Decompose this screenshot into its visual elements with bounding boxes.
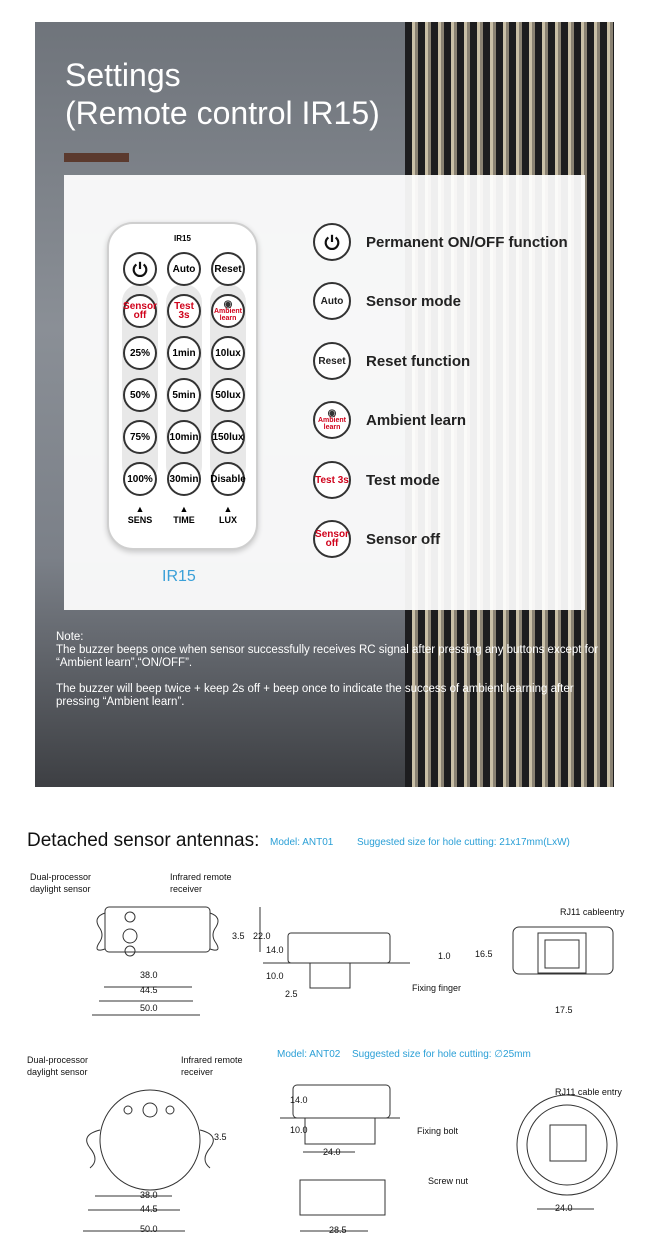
auto-button[interactable] xyxy=(167,252,201,286)
dim: 22.0 xyxy=(253,931,271,941)
ant01-receiver-label: Infrared remote receiver xyxy=(170,872,232,894)
arrow-up-icon: ▲ xyxy=(179,504,189,514)
eye-icon: ◉ xyxy=(327,407,337,419)
30min-button[interactable] xyxy=(167,462,201,496)
feature-label: Ambient learn xyxy=(366,411,467,429)
power-button[interactable] xyxy=(123,252,157,286)
1min-button[interactable] xyxy=(167,336,201,370)
test-3s-label: Test 3s xyxy=(174,301,194,321)
auto-label: Auto xyxy=(172,263,196,275)
ant01-sensor-label: Dual-processor daylight sensor xyxy=(30,872,92,894)
100--label: 100% xyxy=(127,473,153,485)
150lux-button[interactable] xyxy=(211,420,245,454)
lux-label xyxy=(210,504,246,526)
dim: 50.0 xyxy=(140,1224,158,1234)
sens-text: SENS xyxy=(127,515,153,525)
feature-label: Reset function xyxy=(366,352,471,370)
ant02-sensor-label: Dual-processor daylight sensor xyxy=(27,1055,89,1077)
ant01-model: Model: ANT01 xyxy=(270,837,334,848)
dim: 24.0 xyxy=(323,1147,341,1157)
reset-button xyxy=(313,342,351,380)
ant02-rj11-label: RJ11 cable entry xyxy=(555,1087,622,1097)
30min-label: 30min xyxy=(169,473,199,485)
eye-icon: ◉ xyxy=(223,298,233,310)
note-p1: The buzzer beeps once when sensor successfully receives RC signal after pressing any buttons except for “Ambient learn”,“ON/OFF”. xyxy=(56,644,599,669)
screw-nut-label: Screw nut xyxy=(428,1176,469,1186)
25--label: 25% xyxy=(129,347,150,359)
150lux-label: 150lux xyxy=(212,431,244,443)
note-heading: Note: xyxy=(56,631,84,643)
ant02-receiver-label: Infrared remote receiver xyxy=(181,1055,243,1077)
reset-label: Reset xyxy=(318,355,346,367)
disable-button[interactable] xyxy=(211,462,245,496)
title-line1: Settings xyxy=(65,57,181,93)
arrow-up-icon: ▲ xyxy=(135,504,145,514)
fixing-finger-label: Fixing finger xyxy=(412,983,462,993)
dim: 1.0 xyxy=(438,951,451,961)
ambient-learn-button[interactable] xyxy=(211,294,245,328)
antennas-heading: Detached sensor antennas: xyxy=(27,830,260,851)
remote-caption: IR15 xyxy=(162,568,196,585)
10lux-button[interactable] xyxy=(211,336,245,370)
75--button[interactable] xyxy=(123,420,157,454)
dim: 14.0 xyxy=(290,1095,308,1105)
ant01-rj11-label: RJ11 cableentry xyxy=(560,907,625,917)
remote-top-label: IR15 xyxy=(174,234,191,243)
column-labels xyxy=(122,504,246,526)
sensor-off-label: Sensor off xyxy=(123,301,157,321)
dim: 50.0 xyxy=(140,1003,158,1013)
50--label: 50% xyxy=(129,389,150,401)
sensor-off-button[interactable] xyxy=(123,294,157,328)
75--label: 75% xyxy=(129,431,150,443)
dim: 28.5 xyxy=(329,1225,347,1235)
fixing-bolt-label: Fixing bolt xyxy=(417,1126,459,1136)
sensor-off-button xyxy=(313,520,351,558)
25--button[interactable] xyxy=(123,336,157,370)
10min-button[interactable] xyxy=(167,420,201,454)
dim: 10.0 xyxy=(266,971,284,981)
power-button xyxy=(313,223,351,261)
dim: 44.5 xyxy=(140,1204,158,1214)
ant02-model: Model: ANT02 xyxy=(277,1049,341,1060)
ant01-ears xyxy=(97,913,218,950)
sensor-off-label: Sensor off xyxy=(315,529,349,549)
auto-label: Auto xyxy=(320,295,344,307)
reset-button[interactable] xyxy=(211,252,245,286)
disable-label: Disable xyxy=(210,473,246,485)
5min-label: 5min xyxy=(172,389,196,401)
ambient-learn-label: Ambient learn xyxy=(318,416,346,431)
auto-button xyxy=(313,282,351,320)
100--button[interactable] xyxy=(123,462,157,496)
ambient-learn-button xyxy=(313,401,351,439)
dim: 3.5 xyxy=(232,931,245,941)
arrow-up-icon: ▲ xyxy=(223,504,233,514)
dim: 38.0 xyxy=(140,1190,158,1200)
feature-label: Sensor off xyxy=(366,530,441,548)
title-line2: (Remote control IR15) xyxy=(65,95,380,131)
screw-nut xyxy=(300,1180,385,1215)
time-text: TIME xyxy=(173,515,195,525)
5min-button[interactable] xyxy=(167,378,201,412)
ant01-hole: Suggested size for hole cutting: 21x17mm(LxW) xyxy=(357,837,570,848)
time-label xyxy=(166,504,202,526)
lux-text: LUX xyxy=(219,515,237,525)
test-3s-button[interactable] xyxy=(167,294,201,328)
dim: 17.5 xyxy=(555,1005,573,1015)
ant02-hole: Suggested size for hole cutting: ∅25mm xyxy=(352,1049,531,1060)
dim: 2.5 xyxy=(285,989,298,999)
dim: 16.5 xyxy=(475,949,493,959)
1min-label: 1min xyxy=(172,347,196,359)
sens-label xyxy=(122,504,158,526)
note-p2: The buzzer will beep twice + keep 2s off + beep once to indicate the success of ambient learning after pressing “Ambient learn”. xyxy=(56,683,574,708)
dim: 38.0 xyxy=(140,970,158,980)
dim: 10.0 xyxy=(290,1125,308,1135)
test-3s-button xyxy=(313,461,351,499)
dim: 44.5 xyxy=(140,985,158,995)
50lux-button[interactable] xyxy=(211,378,245,412)
reset-label: Reset xyxy=(214,263,242,275)
feature-label: Sensor mode xyxy=(366,292,462,310)
feature-label: Permanent ON/OFF function xyxy=(366,233,568,251)
50--button[interactable] xyxy=(123,378,157,412)
dim: 3.5 xyxy=(214,1132,227,1142)
10lux-label: 10lux xyxy=(215,347,241,359)
test-3s-label: Test 3s xyxy=(315,474,349,486)
ambient-learn-label: Ambient learn xyxy=(214,307,242,322)
ant01-front-body xyxy=(105,907,210,952)
dim: 24.0 xyxy=(555,1203,573,1213)
50lux-label: 50lux xyxy=(215,389,241,401)
dim: 14.0 xyxy=(266,945,284,955)
10min-label: 10min xyxy=(169,431,199,443)
feature-label: Test mode xyxy=(366,471,440,489)
